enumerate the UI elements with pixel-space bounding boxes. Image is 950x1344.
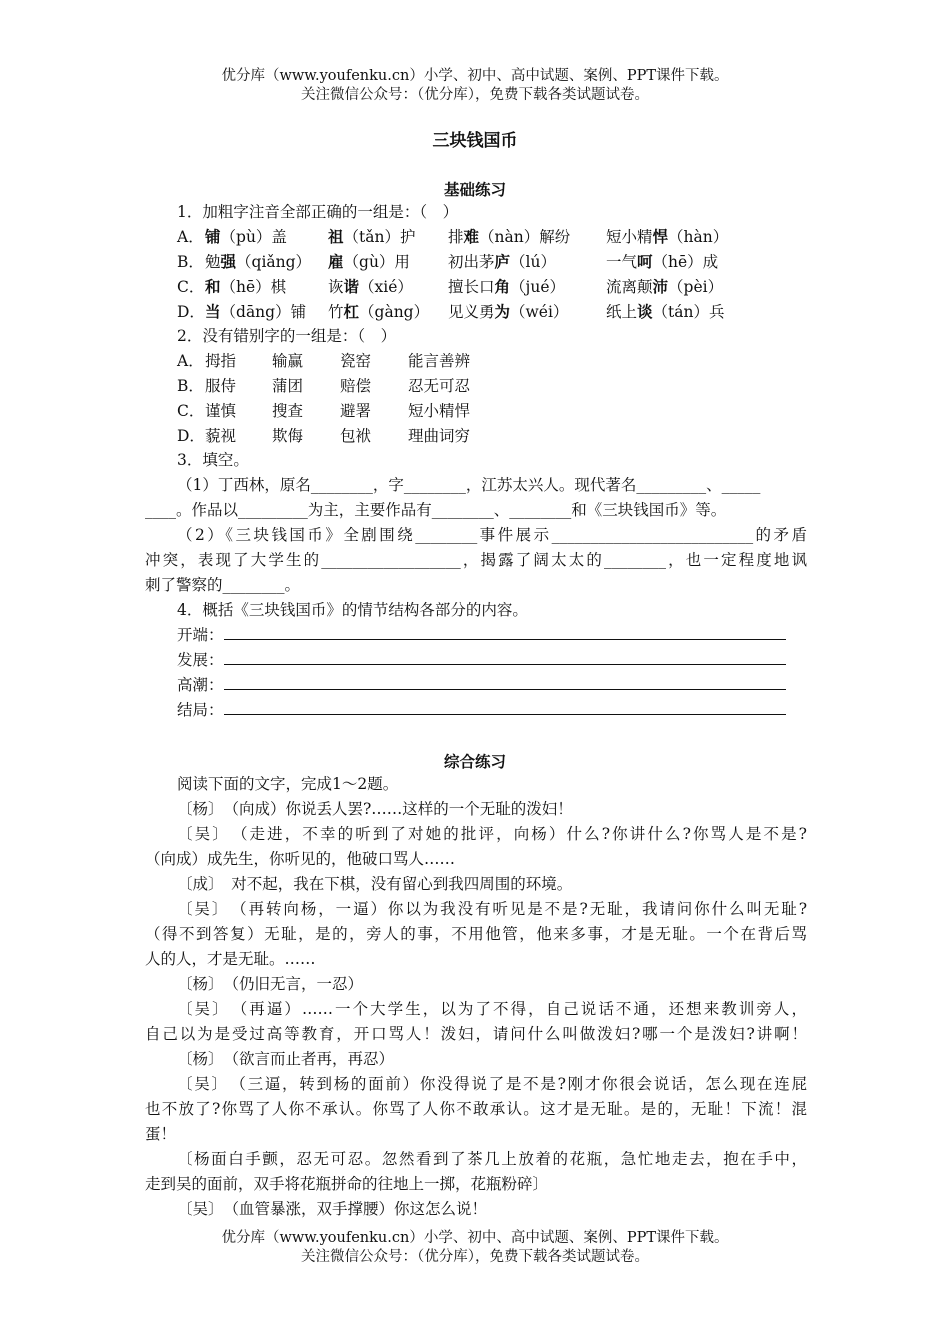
q2-option-item: 短小精悍 [408, 402, 471, 420]
q1-option-item: 勉强（qiǎng） [205, 252, 312, 271]
q1-option-item: 短小精悍（hàn） [606, 227, 729, 246]
dialogue-line: 自己以为是受过高等教育，开口骂人！泼妇，请问什么叫做泼妇?哪一个是泼妇?讲啊！ [145, 1025, 807, 1043]
footer-line-2: 关注微信公众号：（优分库），免费下载各类试题试卷。 [301, 1249, 649, 1265]
q1-option-item: 当（dāng）铺 [205, 302, 307, 321]
q1-option-item: 流离颠沛（pèi） [606, 277, 724, 296]
dialogue-line: 人的人，才是无耻。…… [145, 950, 316, 968]
q2-option-item: 藐视 [205, 427, 237, 445]
q1-option-label: A． [177, 228, 204, 246]
section-heading-comprehensive: 综合练习 [443, 752, 506, 771]
answer-blank-line[interactable] [224, 625, 786, 640]
q2-option-item: 谨慎 [205, 402, 237, 420]
q2-option-item: 赔偿 [340, 377, 372, 395]
dialogue-line: （向成）成先生，你听见的，他破口骂人…… [145, 850, 456, 868]
q2-option-label: C． [177, 402, 205, 420]
q1-option-item: 排难（nàn）解纷 [448, 227, 571, 246]
q3-paragraph-1-line-2: ____。作品以_________为主，主要作品有________、________和《三块钱国币》等。 [145, 501, 727, 519]
q1-option-item: 擅长口角（jué） [448, 277, 565, 296]
q2-option-label: D． [177, 427, 205, 445]
q2-option-item: 能言善辨 [408, 352, 471, 370]
q3-paragraph-2-line-3: 刺了警察的________。 [145, 576, 301, 594]
q4-answer-row: 开端： [177, 625, 786, 645]
q1-option-item: 初出茅庐（lú） [448, 252, 556, 271]
header-line-2: 关注微信公众号：（优分库），免费下载各类试题试卷。 [301, 87, 649, 103]
q4-answer-row: 结局： [177, 700, 786, 720]
q2-stem: 2．没有错别字的一组是：（ ） [177, 327, 397, 345]
dialogue-line: 〔成〕 对不起，我在下棋，没有留心到我四周围的环境。 [177, 875, 573, 893]
q2-option-item: 理曲词穷 [408, 427, 471, 445]
q2-option-item: 搜查 [272, 402, 304, 420]
dialogue-line: 〔吴〕 （再转向杨，一逼）你以为我没有听见是不是?无耻，我请问你什么叫无耻? [177, 900, 807, 918]
dialogue-line: 〔吴〕 （走进，不幸的听到了对她的批评，向杨）什么?你讲什么?你骂人是不是? [177, 825, 807, 843]
q1-option-item: 祖（tǎn）护 [328, 227, 416, 246]
document-title: 三块钱国币 [432, 131, 518, 151]
q1-option-item: 一气呵（hē）成 [606, 252, 719, 271]
dialogue-line: 〔杨〕 （仍旧无言，一忍） [177, 975, 364, 993]
answer-blank-line[interactable] [224, 650, 786, 665]
footer-line-1: 优分库（www.youfenku.cn）小学、初中、高中试题、案例、PPT课件下载。 [221, 1230, 729, 1246]
dialogue-line: 〔杨〕 （向成）你说丢人罢?……这样的一个无耻的泼妇！ [177, 800, 573, 818]
dialogue-line: 〔吴〕 （再逼）……一个大学生，以为了不得，自己说话不通，还想来教训旁人， [177, 1000, 807, 1018]
dialogue-line: 蛋！ [145, 1125, 177, 1143]
q2-option-item: 输赢 [272, 352, 304, 370]
q2-option-item: 包袱 [340, 427, 372, 445]
q4-answer-row: 高潮： [177, 675, 786, 695]
q1-option-item: 竹杠（gàng） [328, 302, 430, 321]
q2-option-label: A． [177, 352, 204, 370]
q2-option-item: 忍无可忍 [408, 377, 471, 395]
q1-option-item: 和（hē）棋 [205, 277, 287, 296]
q2-option-item: 服侍 [205, 377, 237, 395]
q1-stem: 1．加粗字注音全部正确的一组是：（ ） [177, 203, 459, 221]
q2-option-item: 瓷窑 [340, 352, 372, 370]
q1-option-item: 纸上谈（tán）兵 [606, 302, 725, 321]
q1-option-label: C． [177, 278, 205, 296]
q4-answer-row: 发展： [177, 650, 786, 670]
q2-option-item: 欺侮 [272, 427, 304, 445]
q1-option-item: 见义勇为（wéi） [448, 302, 569, 321]
q3-paragraph-1-line-1: （1）丁西林，原名________，字________，江苏太兴人。现代著名_________、_____ [177, 476, 761, 494]
dialogue-line: 〔杨面白手颤，忍无可忍。忽然看到了茶几上放着的花瓶，急忙地走去，抱在手中， [177, 1150, 807, 1168]
q3-stem: 3．填空。 [177, 451, 249, 469]
q2-option-label: B． [177, 377, 204, 395]
q2-option-item: 拇指 [205, 352, 237, 370]
q4-stem: 4．概括《三块钱国币》的情节结构各部分的内容。 [177, 601, 528, 619]
dialogue-line: 也不放了?你骂了人你不承认。你骂了人你不敢承认。这才是无耻。是的，无耻！下流！混 [145, 1100, 807, 1118]
reading-intro: 阅读下面的文字，完成1～2题。 [177, 775, 399, 793]
dialogue-line: 〔吴〕 （三逼，转到杨的面前）你没得说了是不是?刚才你很会说话，怎么现在连屁 [177, 1075, 807, 1093]
header-line-1: 优分库（www.youfenku.cn）小学、初中、高中试题、案例、PPT课件下载。 [221, 68, 729, 84]
q2-option-item: 蒲团 [272, 377, 304, 395]
section-heading-basic: 基础练习 [443, 180, 506, 199]
q1-option-label: B． [177, 253, 204, 271]
dialogue-line: （得不到答复）无耻，是的，旁人的事，不用他管，他来多事，才是无耻。一个在背后骂 [145, 925, 807, 943]
dialogue-line: 〔杨〕 （欲言而止者再，再忍） [177, 1050, 395, 1068]
answer-blank-line[interactable] [224, 700, 786, 715]
answer-blank-line[interactable] [224, 675, 786, 690]
q3-paragraph-2-line-2: 冲突，表现了大学生的__________________，揭露了阔太太的________，也一定程度地讽 [145, 551, 807, 569]
q3-paragraph-2-line-1: （2）《三块钱国币》全剧围绕________事件展示__________________________的矛盾 [177, 526, 807, 544]
q1-option-label: D． [177, 303, 205, 321]
q1-option-item: 诙谐（xié） [328, 277, 413, 296]
dialogue-line: 〔吴〕 （血管暴涨，双手撑腰）你这怎么说！ [177, 1200, 488, 1218]
q2-option-item: 避署 [340, 402, 372, 420]
q1-option-item: 雇（gù）用 [328, 252, 410, 271]
q1-option-item: 铺（pù）盖 [205, 227, 287, 246]
dialogue-line: 走到吴的面前，双手将花瓶拼命的往地上一掷，花瓶粉碎〕 [145, 1175, 549, 1193]
